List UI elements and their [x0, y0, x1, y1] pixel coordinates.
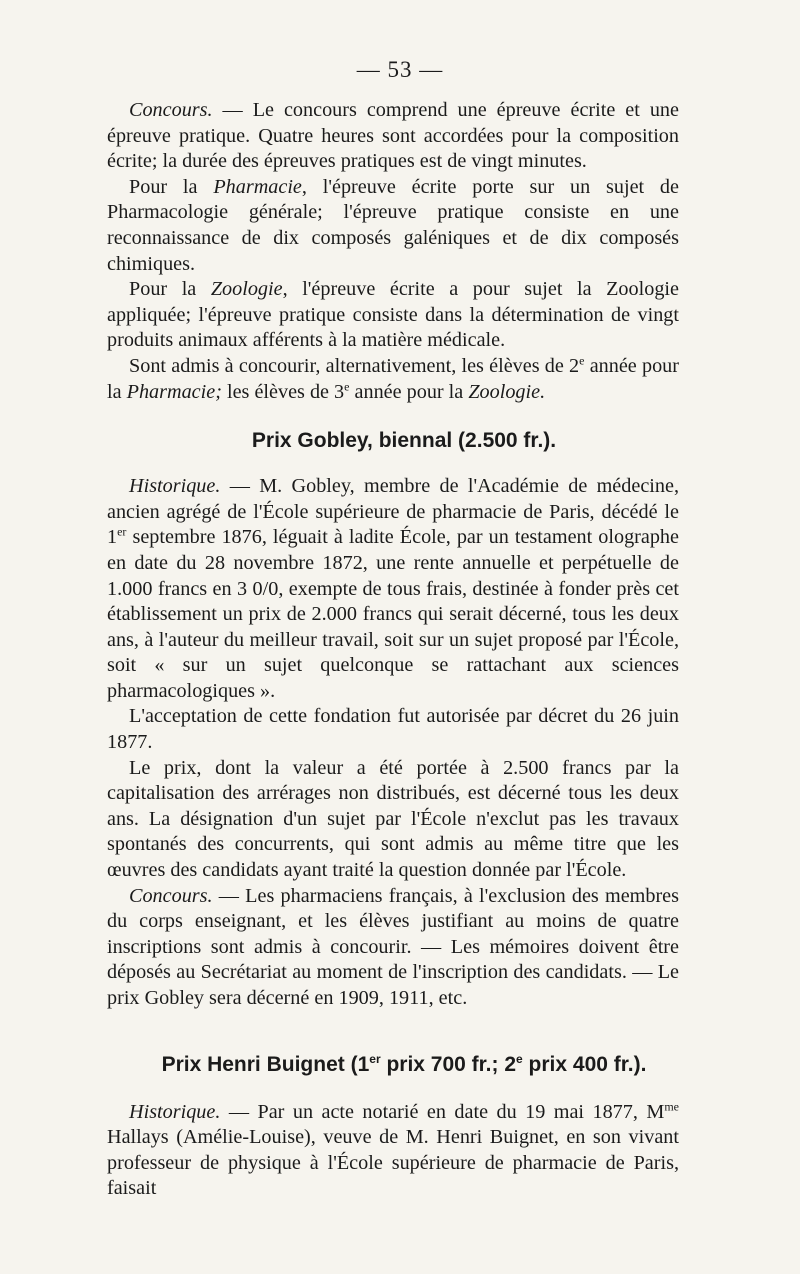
gobley-concours-paragraph: Concours. — Les pharmaciens français, à l'exclusion des membres du corps enseignant, et les élèves justifiant au moins de quatre inscriptions sont admis à concourir. — Les mémoires doivent être déposés au Secrétariat au moment de l'inscription des candidats. — Le prix Gobley sera décerné en 1909, 1911, etc.: [107, 884, 679, 1009]
gobley-prix-paragraph: Le prix, dont la valeur a été portée à 2.500 francs par la capitalisation des arrérages non distribués, est décerné tous les deux ans. La désignation d'un sujet par l'École n'exclut pas les travaux spontanés des concurrents, qui sont admis au même titre que les œuvres des candidats ayant traité la question donnée par l'École.: [107, 756, 679, 882]
concours-label: Concours.: [129, 884, 213, 907]
concours-label: Concours.: [129, 99, 213, 121]
zoologie-paragraph: Pour la Zoologie, l'épreuve écrite a pour sujet la Zoologie appliquée; l'épreuve pratique consiste dans la détermination de vingt produits animaux afférents à la matière médicale.: [107, 278, 679, 352]
pharmacie-paragraph: Pour la Pharmacie, l'épreuve écrite porte sur un sujet de Pharmacologie générale; l'épreuve pratique consiste en une reconnaissance de dix composés galéniques et de dix composés chimiques.: [107, 175, 679, 275]
section-heading-gobley: Prix Gobley, biennal (2.500 fr.).: [251, 429, 557, 453]
gobley-acceptation-paragraph: L'acceptation de cette fondation fut autorisée par décret du 26 juin 1877.: [107, 705, 679, 754]
section-heading-buignet: Prix Henri Buignet (1er prix 700 fr.; 2e prix 400 fr.).: [161, 1051, 647, 1076]
admission-paragraph: Sont admis à concourir, alternativement, les élèves de 2e année pour la Pharmacie; les élèves de 3e année pour la Zoologie.: [107, 353, 679, 403]
page-body: [107, 98, 679, 1202]
buignet-historique-paragraph: Historique. — Par un acte notarié en date du 19 mai 1877, $M^{me}$ Hallays (Amélie-Louise), veuve de M. Henri Buignet, en son vivant professeur de physique à l'École supérieure de pharmacie de Paris, faisait: [107, 1098, 679, 1200]
historique-label: Historique.: [129, 475, 221, 498]
historique-label: Historique.: [129, 1100, 221, 1123]
concours-paragraph-1: Concours. — Le concours comprend une épreuve écrite et une épreuve pratique. Quatre heures sont accordées pour la composition écrite; la durée des épreuves pratiques est de vingt minutes.: [107, 99, 679, 173]
page-number: — 53 —: [356, 57, 444, 82]
gobley-historique-paragraph: Historique. — M. Gobley, membre de l'Académie de médecine, ancien agrégé de l'École supérieure de pharmacie de Paris, décédé le 1er septembre 1876, léguait à ladite École, par un testament olographe en date du 28 novembre 1872, une rente annuelle et perpétuelle de 1.000 francs en 3 0/0, exempte de tous frais, destinée à fonder près cet établissement un prix de 2.000 francs qui serait décerné, tous les deux ans, à l'auteur du meilleur travail, soit sur un sujet proposé par l'École, soit « sur un sujet quelconque se rattachant aux sciences pharmacologiques ».: [107, 475, 679, 702]
